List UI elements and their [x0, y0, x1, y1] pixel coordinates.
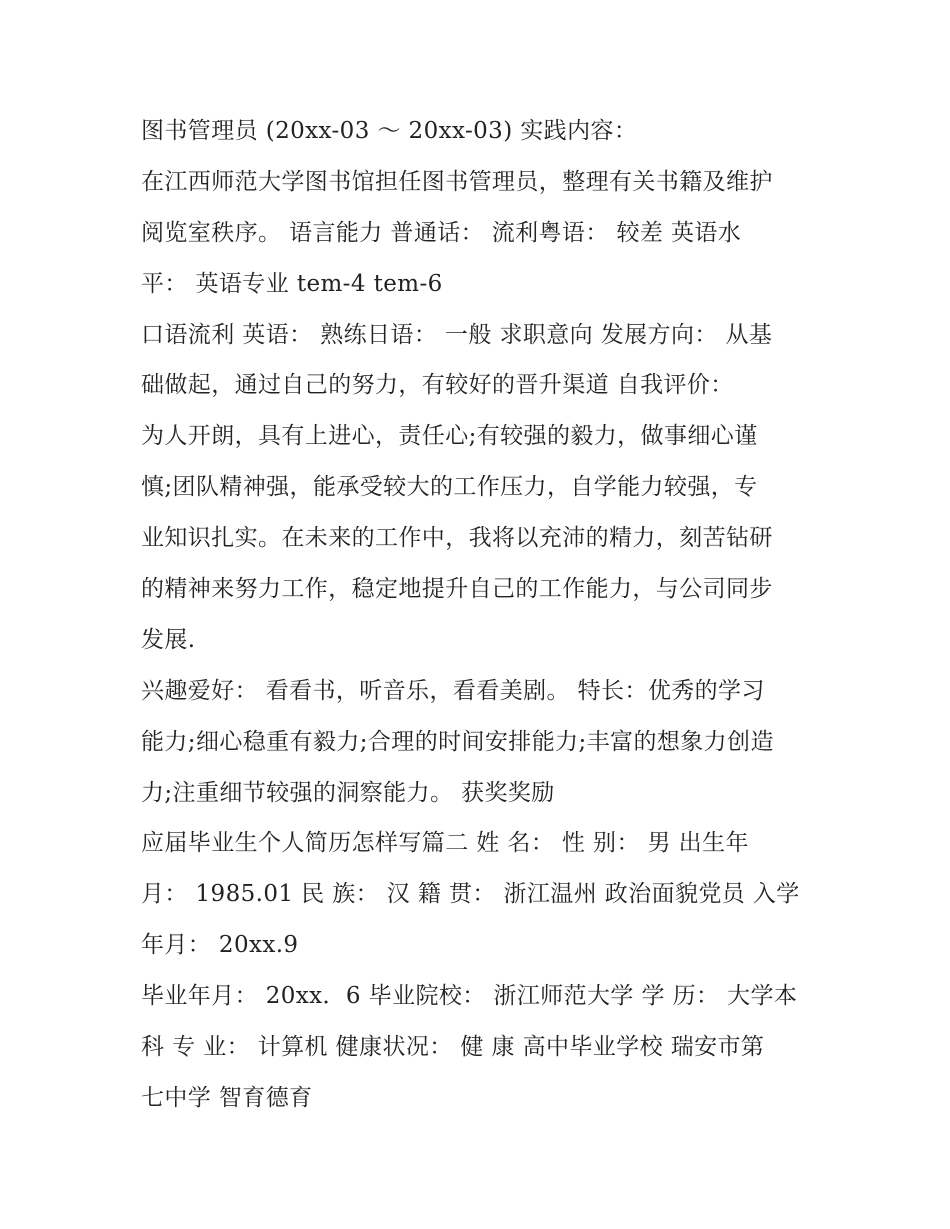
- text-line: 力;注重细节较强的洞察能力。 获奖奖励: [141, 779, 555, 806]
- document-body: [141, 106, 821, 1124]
- text-line: 业知识扎实。在未来的工作中，我将以充沛的精力，刻苦钻研: [141, 525, 773, 552]
- text-line: 兴趣爱好： 看看书，听音乐，看看美剧。 特长：优秀的学习: [141, 677, 765, 704]
- text-line: 慎;团队精神强，能承受较大的工作压力，自学能力较强，专: [141, 474, 758, 501]
- text-line: 应届毕业生个人简历怎样写篇二 姓 名： 性 别： 男 出生年: [141, 830, 749, 857]
- text-line: 平： 英语专业 tem-4 tem-6: [141, 270, 443, 297]
- text-line: 在江西师范大学图书馆担任图书管理员，整理有关书籍及维护: [141, 168, 773, 195]
- text-line: 毕业年月： 20xx．6 毕业院校： 浙江师范大学 学 历： 大学本: [141, 983, 798, 1010]
- text-line: 月： 1985.01 民 族： 汉 籍 贯： 浙江温州 政治面貌党员 入学: [141, 881, 800, 908]
- text-line: 能力;细心稳重有毅力;合理的时间安排能力;丰富的想象力创造: [141, 728, 774, 755]
- text-line: 为人开朗，具有上进心，责任心;有较强的毅力，做事细心谨: [141, 423, 758, 450]
- text-line: 年月： 20xx.9: [141, 932, 299, 959]
- text-line: 础做起，通过自己的努力，有较好的晋升渠道 自我评价：: [141, 372, 734, 399]
- text-line: 七中学 智育德育: [141, 1084, 313, 1111]
- text-line: 的精神来努力工作，稳定地提升自己的工作能力，与公司同步: [141, 576, 773, 603]
- text-line: 科 专 业： 计算机 健康状况： 健 康 高中毕业学校 瑞安市第: [141, 1034, 765, 1061]
- text-line: 口语流利 英语： 熟练日语： 一般 求职意向 发展方向： 从基: [141, 321, 773, 348]
- text-line: 阅览室秩序。 语言能力 普通话： 流利粤语： 较差 英语水: [141, 219, 742, 246]
- text-line: 图书管理员 (20xx-03 ～ 20xx-03) 实践内容：: [141, 118, 638, 144]
- text-line: 发展.: [141, 626, 196, 653]
